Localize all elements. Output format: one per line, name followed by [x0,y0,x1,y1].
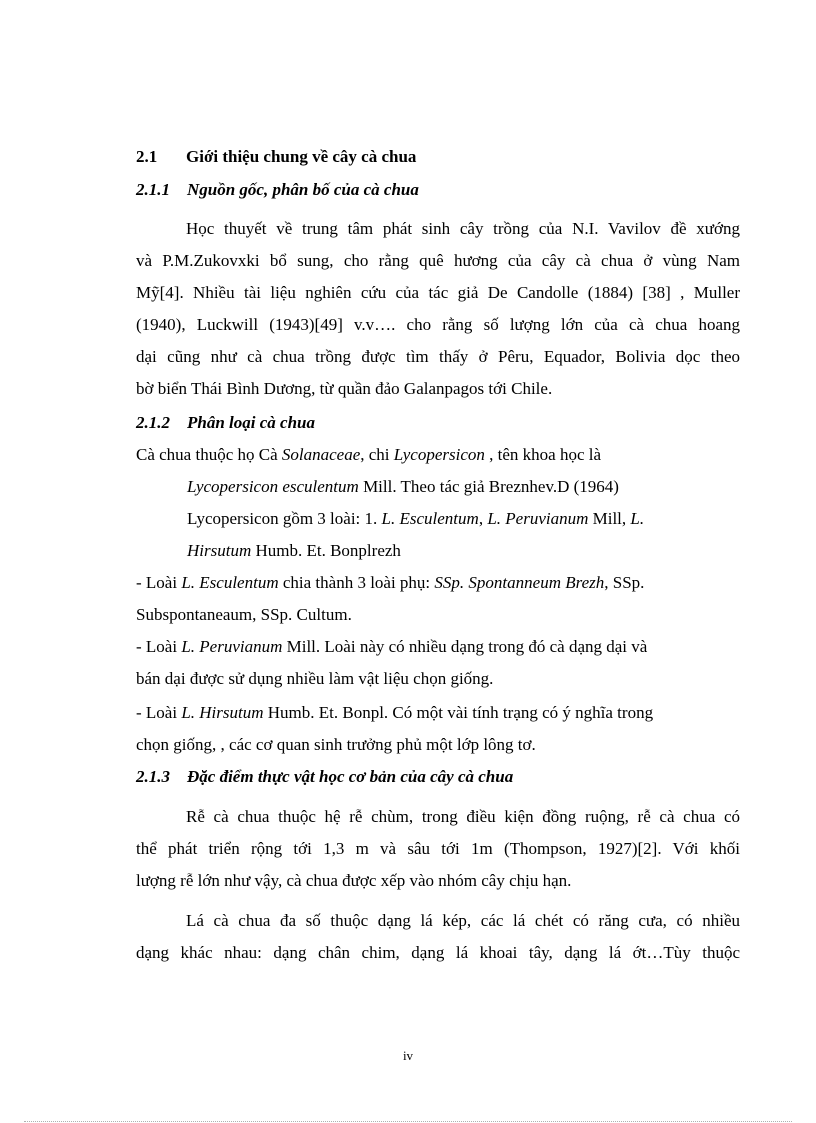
taxon-name: Lycopersicon [393,445,485,464]
text-run: - Loài [136,573,182,592]
paragraph-line: và P.M.Zukovxki bổ sung, cho rằng quê hương của cây cà chua ở vùng Nam [136,251,740,270]
subsection-title: Đặc điểm thực vật học cơ bản của cây cà chua [187,767,514,786]
subsection-title: Phân loại cà chua [187,413,315,432]
text-run: Humb. Et. Bonplrezh [251,541,401,560]
classification-line: Subspontaneaum, SSp. Cultum. [136,605,352,624]
classification-line [187,540,740,562]
classification-line [187,476,740,498]
section-number: 2.1 [136,147,158,166]
taxon-name: L. Esculentum [381,509,479,528]
taxon-name: Solanaceae [281,445,361,464]
text-run: Lycopersicon gồm 3 loài: 1. [187,509,382,528]
text-run: , [478,509,488,528]
classification-line [187,508,740,530]
paragraph-line: Mỹ[4]. Nhiều tài liệu nghiên cứu của tác giả De Candolle (1884) [38] , Muller [136,283,740,302]
taxon-name: L. Peruvianum [181,637,283,656]
classification-line: bán dại được sử dụng nhiều làm vật liệu chọn giống. [136,669,494,688]
paragraph-line: Lá cà chua đa số thuộc dạng lá kép, các lá chét có răng cưa, có nhiều [186,911,740,930]
paragraph-line: lượng rễ lớn như vậy, cà chua được xếp vào nhóm cây chịu hạn. [136,871,572,890]
classification-line [136,702,740,724]
taxon-name: L. Peruvianum [487,509,589,528]
subsection-title: Nguồn gốc, phân bố của cà chua [187,180,419,199]
taxon-name: SSp. Spontanneum Brezh [434,573,605,592]
page-bottom-rule [24,1121,792,1122]
classification-line [136,444,740,466]
section-title: Giới thiệu chung về cây cà chua [186,147,417,166]
taxon-name: L. [630,509,645,528]
text-run: - Loài [136,637,182,656]
text-run: , tên khoa học là [484,445,602,464]
text-run: Mill. Loài này có nhiều dạng trong đó cà dạng dại và [282,637,648,656]
taxon-name: Lycopersicon esculentum [187,477,359,496]
text-run: chia thành 3 loài phụ: [278,573,435,592]
paragraph-line: dạng khác nhau: dạng chân chim, dạng lá khoai tây, dạng lá ớt…Tùy thuộc [136,943,740,962]
paragraph-line: bờ biển Thái Bình Dương, từ quần đảo Galanpagos tới Chile. [136,379,553,398]
text-run: , SSp. [604,573,645,592]
text-run: Mill. Theo tác giả Breznhev.D (1964) [358,477,619,496]
paragraph-line: Học thuyết về trung tâm phát sinh cây trồng của N.I. Vavilov đề xướng [186,219,740,238]
text-run: , chi [360,445,394,464]
paragraph-line: Rễ cà chua thuộc hệ rễ chùm, trong điều kiện đồng ruộng, rễ cà chua có [186,807,740,826]
taxon-name: L. Hirsutum [181,703,264,722]
text-run: Mill, [588,509,631,528]
text-run: - Loài [136,703,182,722]
paragraph-line: (1940), Luckwill (1943)[49] v.v…. cho rằng số lượng lớn của cà chua hoang [136,315,740,334]
paragraph-line: thể phát triển rộng tới 1,3 m và sâu tới 1m (Thompson, 1927)[2]. Với khối [136,839,740,858]
classification-line [136,636,740,658]
text-run: Cà chua thuộc họ Cà [136,445,282,464]
subsection-heading-classification [136,412,740,434]
text-run: Humb. Et. Bonpl. Có một vài tính trạng có ý nghĩa trong [263,703,654,722]
section-heading [136,146,740,168]
classification-line [136,572,740,594]
taxon-name: L. Esculentum [181,573,279,592]
classification-line: chọn giống, , các cơ quan sinh trưởng phủ một lớp lông tơ. [136,735,536,754]
taxon-name: Hirsutum [187,541,252,560]
subsection-number: 2.1.3 [136,767,170,786]
subsection-heading-origin [136,179,740,201]
paragraph-line: dại cũng như cà chua trồng được tìm thấy ở Pêru, Equador, Bolivia dọc theo [136,347,740,366]
page-number: iv [402,1048,414,1063]
subsection-number: 2.1.2 [136,413,170,432]
subsection-heading-botany [136,766,740,788]
subsection-number: 2.1.1 [136,180,170,199]
